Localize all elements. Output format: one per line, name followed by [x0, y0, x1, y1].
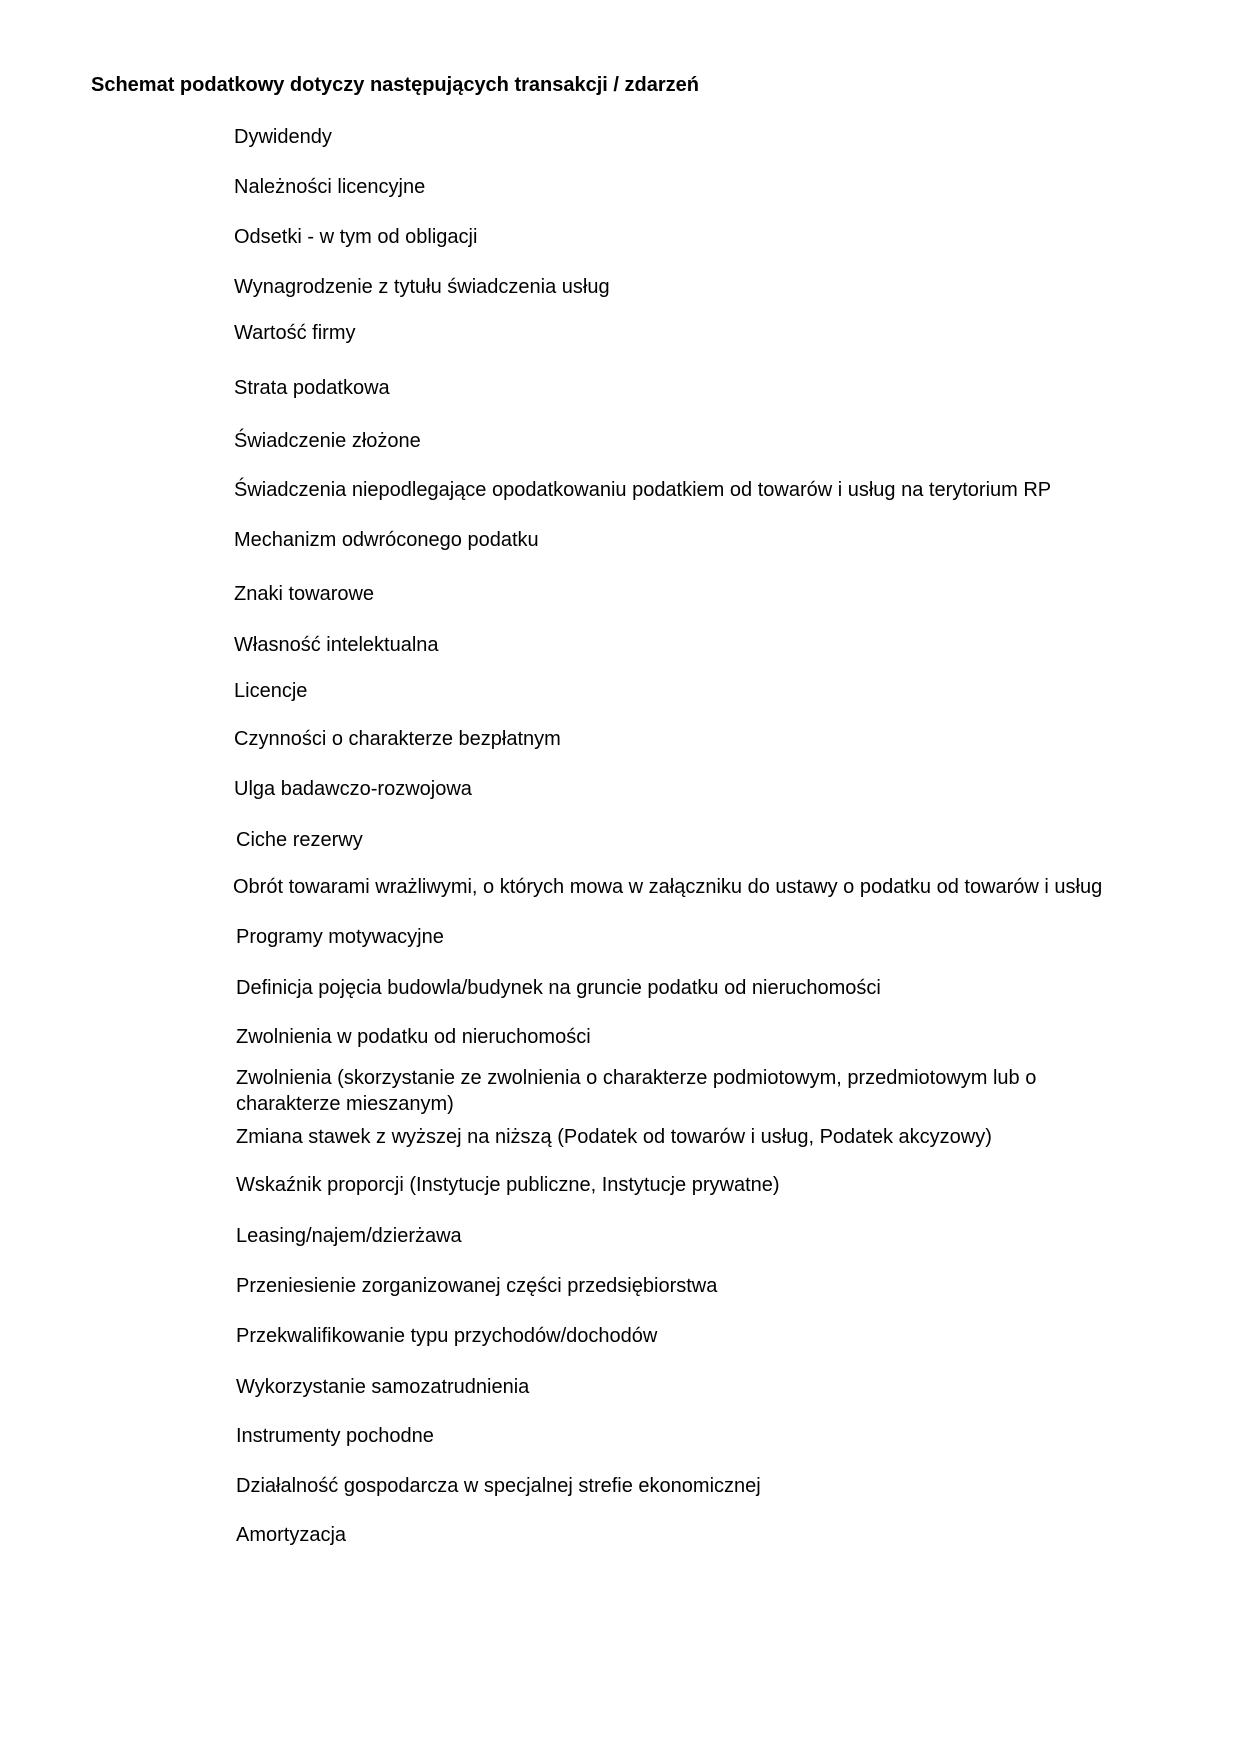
list-item: Licencje	[234, 680, 308, 702]
list-item: Ulga badawczo-rozwojowa	[234, 778, 472, 800]
list-item: Przeniesienie zorganizowanej części przedsiębiorstwa	[236, 1275, 718, 1297]
list-item: Należności licencyjne	[234, 176, 426, 198]
list-item: Wynagrodzenie z tytułu świadczenia usług	[234, 276, 610, 298]
list-item: Własność intelektualna	[234, 634, 439, 656]
list-item: Programy motywacyjne	[236, 926, 444, 948]
list-item: Świadczenia niepodlegające opodatkowaniu podatkiem od towarów i usług na terytorium RP	[234, 479, 1052, 501]
list-item: Odsetki - w tym od obligacji	[234, 226, 478, 248]
list-item: Zwolnienia w podatku od nieruchomości	[236, 1026, 591, 1048]
list-item: Amortyzacja	[236, 1524, 347, 1546]
list-item: Strata podatkowa	[234, 377, 390, 399]
list-item: Czynności o charakterze bezpłatnym	[234, 728, 561, 750]
list-item: Definicja pojęcia budowla/budynek na gruncie podatku od nieruchomości	[236, 977, 881, 999]
list-item: Znaki towarowe	[234, 583, 375, 605]
list-item: Instrumenty pochodne	[236, 1425, 434, 1447]
list-item: Działalność gospodarcza w specjalnej strefie ekonomicznej	[236, 1475, 761, 1497]
list-item: Wskaźnik proporcji (Instytucje publiczne, Instytucje prywatne)	[236, 1174, 780, 1196]
list-item: Wartość firmy	[234, 322, 356, 344]
list-item: Zwolnienia (skorzystanie ze zwolnienia o charakterze podmiotowym, przedmiotowym lub o charakterze mieszanym)	[236, 1067, 1037, 1115]
list-item: Mechanizm odwróconego podatku	[234, 529, 539, 551]
page-title: Schemat podatkowy dotyczy następujących transakcji / zdarzeń	[91, 74, 699, 96]
list-item: Zmiana stawek z wyższej na niższą (Podatek od towarów i usług, Podatek akcyzowy)	[236, 1126, 992, 1148]
list-item: Dywidendy	[234, 126, 332, 148]
list-item: Świadczenie złożone	[234, 430, 421, 452]
list-item: Obrót towarami wrażliwymi, o których mowa w załączniku do ustawy o podatku od towarów i usług	[233, 876, 1103, 898]
list-item: Przekwalifikowanie typu przychodów/dochodów	[236, 1325, 658, 1347]
list-item: Wykorzystanie samozatrudnienia	[236, 1376, 530, 1398]
list-item: Leasing/najem/dzierżawa	[236, 1225, 462, 1247]
list-item: Ciche rezerwy	[236, 829, 363, 851]
